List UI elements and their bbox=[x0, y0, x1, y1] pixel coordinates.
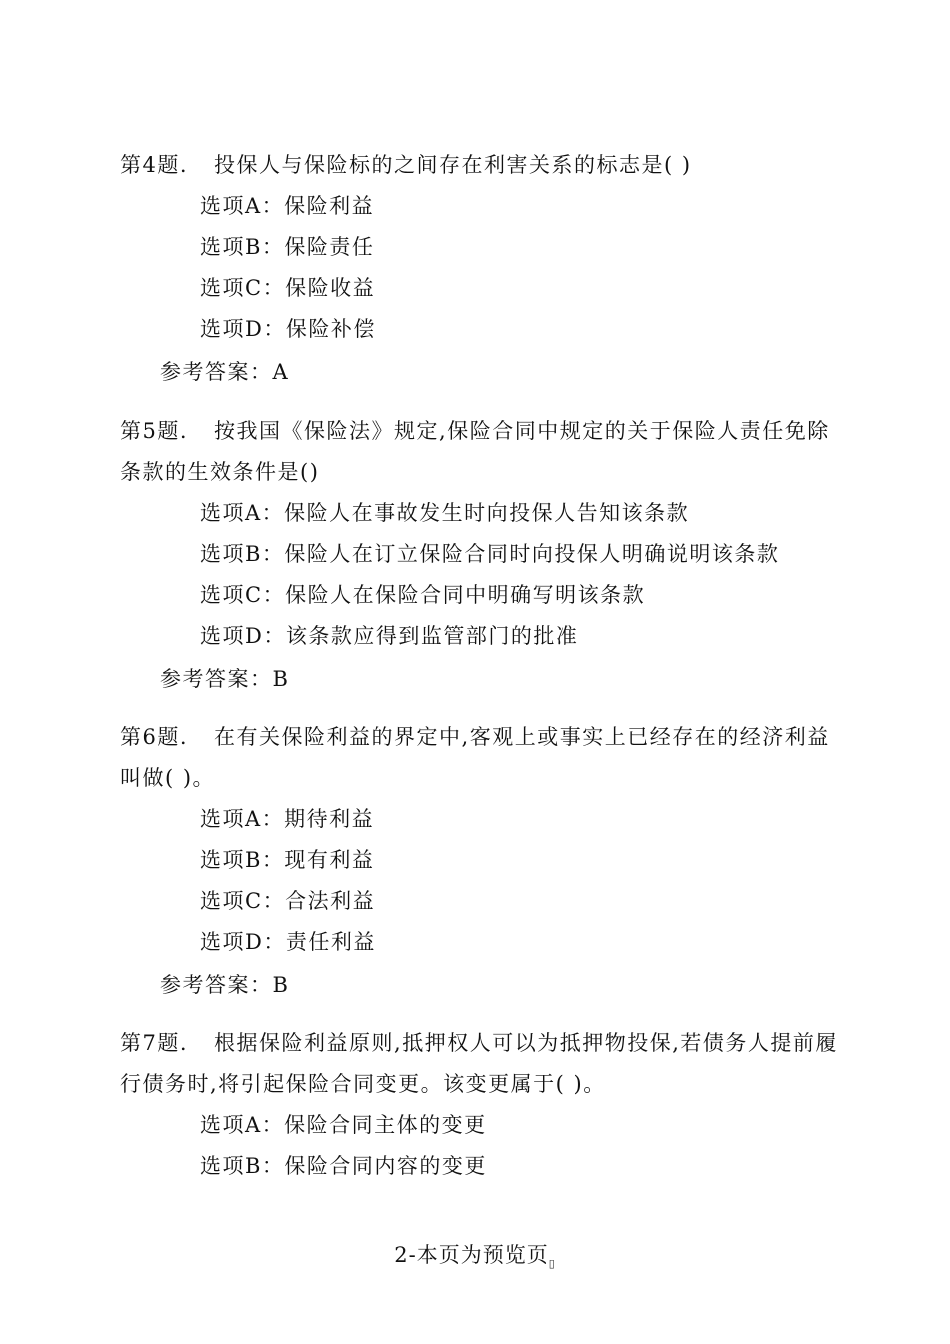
question-text: 投保人与保险标的之间存在利害关系的标志是( ) bbox=[214, 153, 692, 177]
question-number: 第4题. bbox=[120, 153, 189, 177]
question-stem bbox=[120, 717, 840, 799]
question-stem bbox=[120, 411, 840, 493]
question-stem bbox=[120, 145, 840, 186]
option-b: 选项B：保险合同内容的变更 bbox=[200, 1154, 487, 1178]
question-text: 在有关保险利益的界定中,客观上或事实上已经存在的经济利益叫做( )。 bbox=[120, 725, 830, 790]
question-7 bbox=[120, 1023, 840, 1187]
reference-answer: 参考答案：A bbox=[160, 360, 290, 384]
question-text: 根据保险利益原则,抵押权人可以为抵押物投保,若债务人提前履行债务时,将引起保险合同变更。该变更属于( )。 bbox=[120, 1031, 838, 1096]
question-4 bbox=[120, 145, 840, 393]
question-number: 第7题. bbox=[120, 1031, 189, 1055]
option-d: 选项D：保险补偿 bbox=[200, 317, 376, 341]
footer-mark: ▯ bbox=[548, 1257, 556, 1271]
option-c: 选项C：保险人在保险合同中明确写明该条款 bbox=[200, 583, 646, 607]
page-footer bbox=[0, 1240, 950, 1279]
option-b: 选项B：现有利益 bbox=[200, 848, 375, 872]
question-5 bbox=[120, 411, 840, 700]
option-a: 选项A：保险合同主体的变更 bbox=[200, 1113, 487, 1137]
option-c: 选项C：保险收益 bbox=[200, 276, 376, 300]
option-a: 选项A：保险人在事故发生时向投保人告知该条款 bbox=[200, 501, 690, 525]
question-6 bbox=[120, 717, 840, 1006]
question-stem bbox=[120, 1023, 840, 1105]
option-c: 选项C：合法利益 bbox=[200, 889, 376, 913]
question-number: 第5题. bbox=[120, 419, 189, 443]
option-d: 选项D：该条款应得到监管部门的批准 bbox=[200, 624, 579, 648]
reference-answer: 参考答案：B bbox=[160, 667, 290, 691]
question-text: 按我国《保险法》规定,保险合同中规定的关于保险人责任免除条款的生效条件是() bbox=[120, 419, 830, 484]
option-b: 选项B：保险责任 bbox=[200, 235, 375, 259]
option-a: 选项A：期待利益 bbox=[200, 807, 375, 831]
option-d: 选项D：责任利益 bbox=[200, 930, 376, 954]
reference-answer: 参考答案：B bbox=[160, 973, 290, 997]
footer-text: 2-本页为预览页 bbox=[394, 1243, 549, 1267]
option-b: 选项B：保险人在订立保险合同时向投保人明确说明该条款 bbox=[200, 542, 780, 566]
option-a: 选项A：保险利益 bbox=[200, 194, 375, 218]
question-number: 第6题. bbox=[120, 725, 189, 749]
